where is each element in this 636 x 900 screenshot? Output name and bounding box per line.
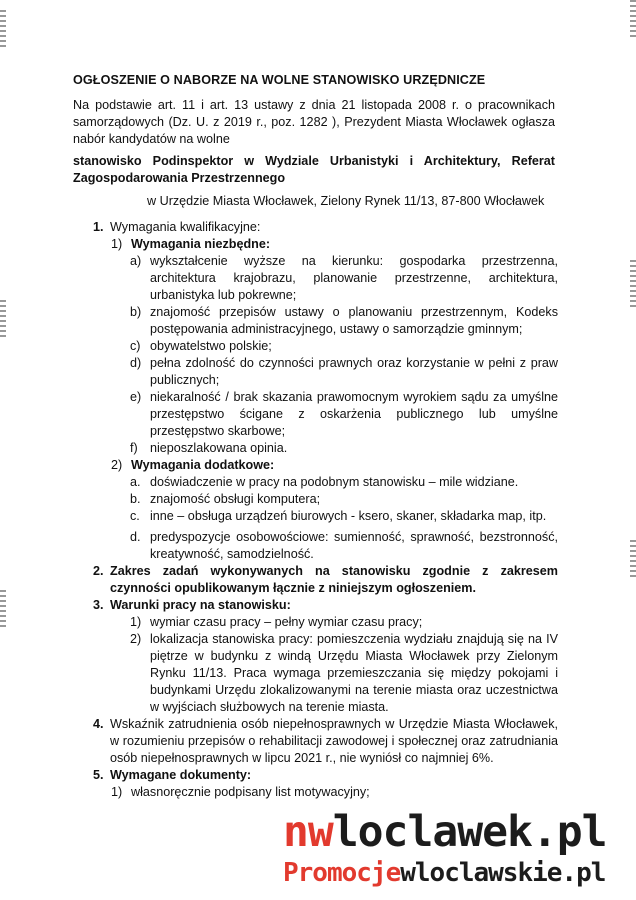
watermark-part: loclawek.pl <box>332 807 607 857</box>
section-1 <box>73 219 558 236</box>
item-text: wykształcenie wyższe na kierunku: gospodarka przestrzenna, architektura krajobrazu, planowanie przestrzenne, architektura, urbanistyka lub pokrewne; <box>150 254 558 302</box>
watermark-part: wloclawskie.pl <box>400 858 606 888</box>
list-item <box>130 631 558 716</box>
list-item <box>130 508 558 525</box>
section-title: Wymagania kwalifikacyjne: <box>110 220 261 234</box>
section-2 <box>73 563 558 597</box>
item-marker: b) <box>130 305 142 319</box>
position-title: stanowisko Podinspektor w Wydziale Urbanistyki i Architektury, Referat Zagospodarowania Przestrzennego <box>73 154 555 185</box>
list-item <box>130 355 558 389</box>
intro-paragraph: Na podstawie art. 11 i art. 13 ustawy z dnia 21 listopada 2008 r. o pracownikach samorządowych (Dz. U. z 2019 r., poz. 1282 ), Prezydent Miasta Włocławek ogłasza nabór kandydatów na wolne <box>73 98 555 146</box>
item-text: lokalizacja stanowiska pracy: pomieszczenia wydziału znajdują się na IV piętrze w budynku z windą Urzędu Miasta Włocławek przy Zielonym Rynku 11/13. Praca wymaga przemieszczania się między pokojami i budynkami Urzędu zlokalizowanymi na terenie miasta oraz uczestnictwa w wyjściach służbowych na terenie miasta. <box>150 632 558 714</box>
subsection-title: Wymagania dodatkowe: <box>131 458 275 472</box>
section-4 <box>73 716 558 767</box>
section-title: Zakres zadań wykonywanych na stanowisku zgodnie z zakresem czynności opublikowanym łącznie z niniejszym ogłoszeniem. <box>110 564 558 595</box>
section-5 <box>73 767 558 784</box>
document-heading: OGŁOSZENIE O NABORZE NA WOLNE STANOWISKO URZĘDNICZE <box>73 73 486 87</box>
item-text: własnoręcznie podpisany list motywacyjny; <box>131 785 370 799</box>
subsection-required <box>111 236 558 253</box>
scan-edge-mark <box>630 260 636 310</box>
item-marker: c. <box>130 509 140 523</box>
item-marker: a. <box>130 475 141 489</box>
watermark-logo <box>283 858 605 888</box>
section-title: Warunki pracy na stanowisku: <box>110 598 291 612</box>
item-text: doświadczenie w pracy na podobnym stanowisku – mile widziane. <box>150 475 519 489</box>
item-text: inne – obsługa urządzeń biurowych - ksero, skaner, składarka map, itp. <box>150 509 547 523</box>
section-number: 1. <box>93 220 104 234</box>
requirements-section <box>73 219 558 801</box>
section-number: 3. <box>93 598 104 612</box>
item-marker: f) <box>130 441 138 455</box>
list-item <box>130 304 558 338</box>
subsection-marker: 2) <box>111 458 123 472</box>
section-3 <box>73 597 558 614</box>
item-text: znajomość przepisów ustawy o planowaniu przestrzennym, Kodeks postępowania administracyjnego, ustawy o samorządzie gminnym; <box>150 305 558 336</box>
section-number: 4. <box>93 717 104 731</box>
list-item <box>130 338 558 355</box>
list-item <box>130 253 558 304</box>
item-text: obywatelstwo polskie; <box>150 339 272 353</box>
list-item <box>130 614 558 631</box>
list-item <box>130 440 558 457</box>
item-text: predyspozycje osobowościowe: sumienność, sprawność, bezstronność, kreatywność, samodzielność. <box>150 530 558 561</box>
subsection-additional <box>111 457 558 474</box>
section-number: 2. <box>93 564 104 578</box>
item-text: wymiar czasu pracy – pełny wymiar czasu pracy; <box>150 615 423 629</box>
scan-edge-mark <box>630 0 636 40</box>
watermark-part: nw <box>283 807 333 857</box>
list-item <box>130 491 558 508</box>
item-marker: e) <box>130 390 142 404</box>
item-marker: 1) <box>111 785 123 799</box>
item-marker: 2) <box>130 632 142 646</box>
scan-edge-mark <box>0 10 6 50</box>
watermark-part: Promocje <box>283 858 401 888</box>
item-marker: d) <box>130 356 142 370</box>
item-text: pełna zdolność do czynności prawnych oraz korzystanie w pełni z praw publicznych; <box>150 356 558 387</box>
list-item <box>130 389 558 440</box>
office-location: w Urzędzie Miasta Włocławek, Zielony Rynek 11/13, 87-800 Włocławek <box>147 194 545 208</box>
item-marker: d. <box>130 530 141 544</box>
section-text: Wskaźnik zatrudnienia osób niepełnosprawnych w Urzędzie Miasta Włocławek, w rozumieniu przepisów o rehabilitacji zawodowej i społecznej oraz zatrudniania osób niepełnosprawnych w lipcu 2021 r., nie wyniósł co najmniej 6%. <box>110 717 558 765</box>
item-marker: 1) <box>130 615 142 629</box>
item-text: znajomość obsługi komputera; <box>150 492 321 506</box>
item-text: niekaralność / brak skazania prawomocnym wyrokiem sądu za umyślne przestępstwo ścigane z oskarżenia publicznego lub umyślne przestępstwo skarbowe; <box>150 390 558 438</box>
item-text: nieposzlakowana opinia. <box>150 441 288 455</box>
subsection-title: Wymagania niezbędne: <box>131 237 271 251</box>
list-item <box>111 784 558 801</box>
scan-edge-mark <box>630 540 636 580</box>
item-marker: a) <box>130 254 142 268</box>
scan-edge-mark <box>0 590 6 630</box>
section-title: Wymagane dokumenty: <box>110 768 252 782</box>
item-marker: c) <box>130 339 141 353</box>
scan-edge-mark <box>0 300 6 340</box>
list-item <box>130 474 558 491</box>
section-number: 5. <box>93 768 104 782</box>
list-item <box>130 529 558 563</box>
item-marker: b. <box>130 492 141 506</box>
watermark-logo <box>283 807 607 857</box>
subsection-marker: 1) <box>111 237 123 251</box>
